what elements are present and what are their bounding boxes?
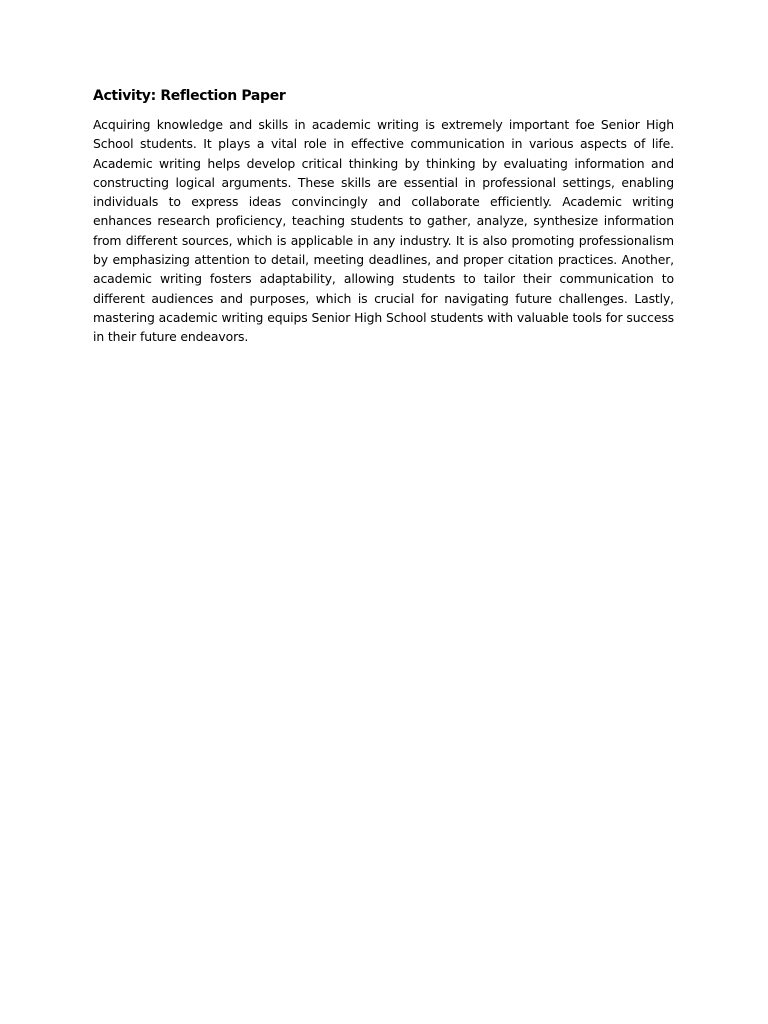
document-content — [93, 86, 674, 347]
reflection-paragraph: Acquiring knowledge and skills in academic writing is extremely important foe Senior High School students. It plays a vital role in effective communication in various aspects of life. Academic writing helps develop critical thinking by thinking by evaluating information and constructing logical arguments. These skills are essential in professional settings, enabling individuals to express ideas convincingly and collaborate efficiently. Academic writing enhances research proficiency, teaching students to gather, analyze, synthesize information from different sources, which is applicable in any industry. It is also promoting professionalism by emphasizing attention to detail, meeting deadlines, and proper citation practices. Another, academic writing fosters adaptability, allowing students to tailor their communication to different audiences and purposes, which is crucial for navigating future challenges. Lastly, mastering academic writing equips Senior High School students with valuable tools for success in their future endeavors. — [93, 117, 674, 345]
document-title: Activity: Reflection Paper — [93, 88, 286, 104]
